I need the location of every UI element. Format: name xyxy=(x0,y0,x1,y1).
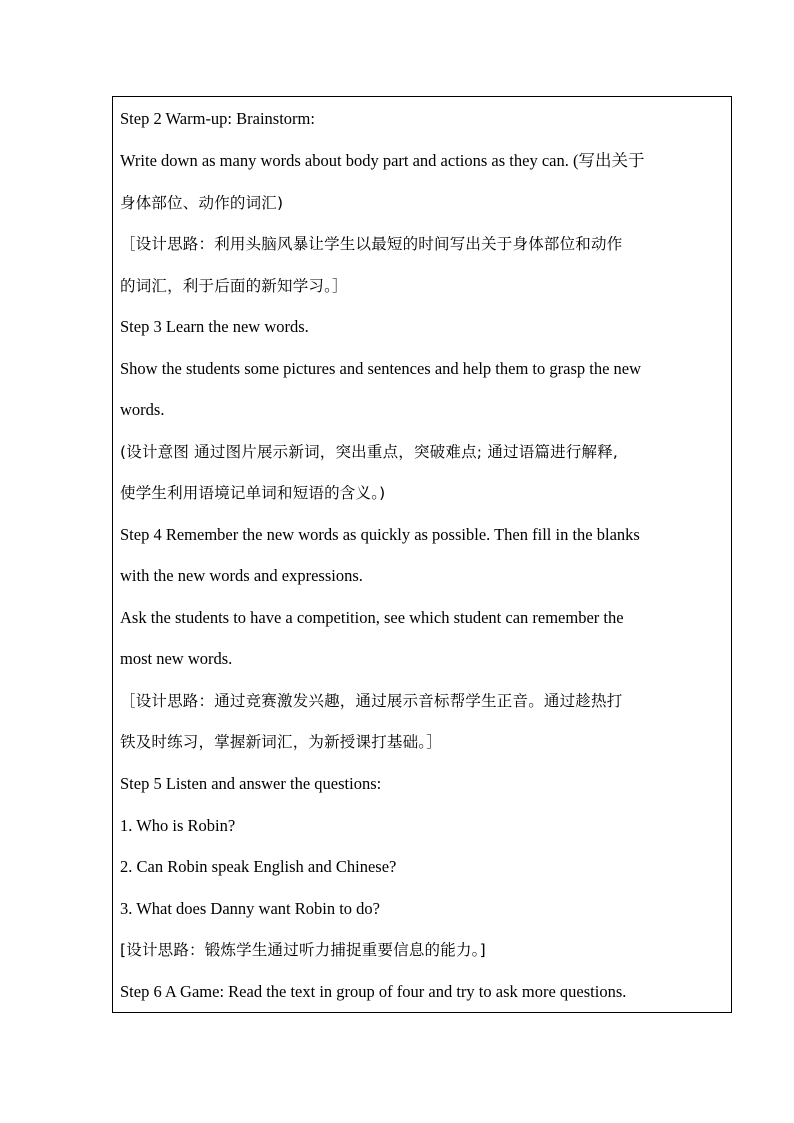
step-6-heading: Step 6 A Game: Read the text in group of four and try to ask more questions. xyxy=(120,982,627,1001)
step-5-question-1: 1. Who is Robin? xyxy=(120,816,236,835)
step-4-heading-line-2: with the new words and expressions. xyxy=(120,566,363,585)
step-4-instruction-line-1: Ask the students to have a competition, see which student can remember the xyxy=(120,608,624,627)
step-2-design-note-line-1: ［设计思路：利用头脑风暴让学生以最短的时间写出关于身体部位和动作 xyxy=(120,235,623,253)
step-4-instruction-line-2: most new words. xyxy=(120,649,233,668)
step-3-design-note-line-2: 使学生利用语境记单词和短语的含义。) xyxy=(120,484,386,502)
step-3-instruction-line-2: words. xyxy=(120,400,165,419)
step-5-question-2: 2. Can Robin speak English and Chinese? xyxy=(120,857,397,876)
lesson-plan-table-cell xyxy=(112,96,732,1013)
step-4-design-note-line-2: 铁及时练习，掌握新词汇，为新授课打基础。］ xyxy=(120,733,442,751)
step-2-instruction-line-1: Write down as many words about body part and actions as they can. (写出关于 xyxy=(120,151,645,170)
step-5-question-3: 3. What does Danny want Robin to do? xyxy=(120,899,380,918)
step-4-design-note-line-1: ［设计思路：通过竞赛激发兴趣，通过展示音标帮学生正音。通过趁热打 xyxy=(120,692,623,710)
step-4-heading-line-1: Step 4 Remember the new words as quickly as possible. Then fill in the blanks xyxy=(120,525,640,544)
step-5-heading: Step 5 Listen and answer the questions: xyxy=(120,774,382,793)
step-5-design-note: [设计思路：锻炼学生通过听力捕捉重要信息的能力。] xyxy=(120,941,486,959)
step-2-heading: Step 2 Warm-up: Brainstorm: xyxy=(120,109,315,128)
step-3-design-note-line-1: (设计意图 通过图片展示新词，突出重点，突破难点; 通过语篇进行解释, xyxy=(120,443,619,461)
step-3-heading: Step 3 Learn the new words. xyxy=(120,317,309,336)
step-2-instruction-line-2: 身体部位、动作的词汇) xyxy=(120,194,284,212)
step-3-instruction-line-1: Show the students some pictures and sentences and help them to grasp the new xyxy=(120,359,642,378)
step-2-design-note-line-2: 的词汇，利于后面的新知学习。］ xyxy=(120,277,348,295)
